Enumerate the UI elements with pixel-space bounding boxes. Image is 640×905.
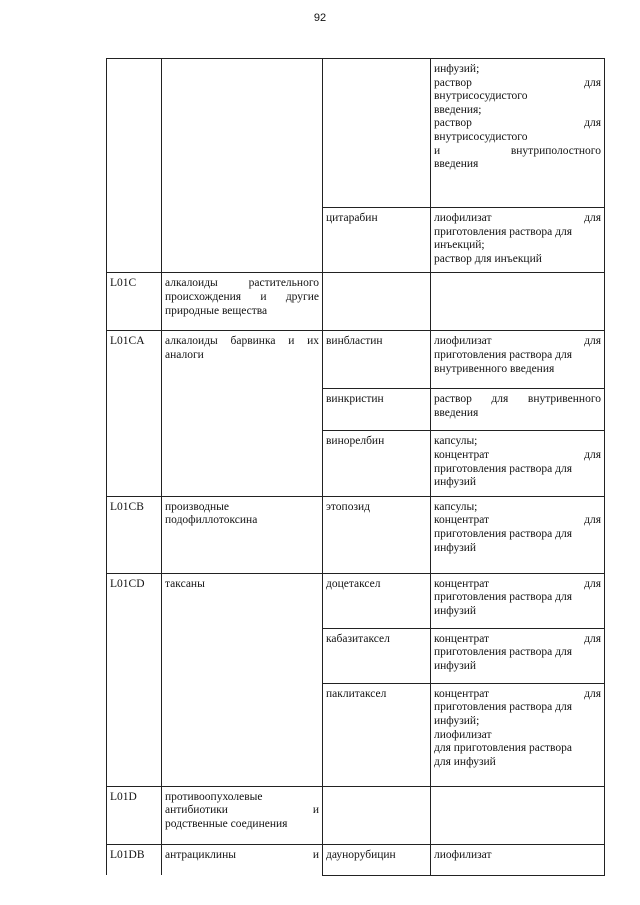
dosage-forms-cell <box>431 431 605 496</box>
group-name-line: природные вещества <box>165 304 268 317</box>
group-name-cell <box>162 573 323 628</box>
dosage-form-line: приготовления раствора для <box>434 646 572 659</box>
dosage-forms-cell <box>431 59 605 208</box>
dosage-forms-cell <box>431 389 605 431</box>
dosage-form-line: капсулы; <box>434 500 478 513</box>
atc-code-cell: L01D <box>107 786 162 844</box>
dosage-form-line: лиофилизат <box>434 728 492 741</box>
group-name-cell <box>162 628 323 683</box>
drug-name-cell: даунорубицин <box>323 844 431 875</box>
drug-name-cell: винбластин <box>323 331 431 389</box>
atc-code-cell <box>107 389 162 431</box>
group-name-cell <box>162 844 323 875</box>
group-name-line: антибиотики и <box>165 804 319 817</box>
dosage-form-line: концентрат для <box>434 514 601 527</box>
group-name-cell <box>162 59 323 208</box>
dosage-forms-cell <box>431 273 605 331</box>
dosage-form-line: капсулы; <box>434 435 478 448</box>
drug-name-cell: винорелбин <box>323 431 431 496</box>
dosage-form-line: концентрат для <box>434 687 601 700</box>
group-name-cell <box>162 273 323 331</box>
dosage-form-line: инфузий <box>434 659 477 672</box>
atc-code-cell: L01DB <box>107 844 162 875</box>
dosage-form-line: раствор для внутривенного <box>434 393 601 406</box>
dosage-forms-cell <box>431 683 605 786</box>
group-name-line: таксаны <box>165 577 205 590</box>
dosage-forms-cell <box>431 496 605 573</box>
dosage-form-line: внутрисосудистого <box>434 90 528 103</box>
drug-name-cell: паклитаксел <box>323 683 431 786</box>
drug-name-cell: доцетаксел <box>323 573 431 628</box>
table-row <box>107 844 605 875</box>
dosage-form-line: приготовления раствора для <box>434 591 572 604</box>
dosage-form-line: приготовления раствора для <box>434 348 572 361</box>
table-row <box>107 59 605 208</box>
drug-name-cell: кабазитаксел <box>323 628 431 683</box>
dosage-form-line: инфузий <box>434 604 477 617</box>
dosage-forms-cell <box>431 573 605 628</box>
atc-code-cell <box>107 59 162 208</box>
dosage-form-line: концентрат для <box>434 577 601 590</box>
drug-name-cell: винкристин <box>323 389 431 431</box>
dosage-form-line: внутривенного введения <box>434 362 555 375</box>
dosage-form-line: для инфузий <box>434 755 496 768</box>
group-name-line: алкалоиды растительного <box>165 277 319 290</box>
atc-code-cell <box>107 683 162 786</box>
dosage-form-line: введения <box>434 406 479 419</box>
dosage-form-line: раствор для инъекций <box>434 252 542 265</box>
dosage-forms-cell <box>431 331 605 389</box>
table-row <box>107 628 605 683</box>
table-row <box>107 331 605 389</box>
dosage-form-line: для приготовления раствора <box>434 742 572 755</box>
drug-name-cell: этопозид <box>323 496 431 573</box>
dosage-forms-cell <box>431 628 605 683</box>
atc-code-cell <box>107 628 162 683</box>
table-row <box>107 573 605 628</box>
dosage-forms-cell <box>431 844 605 875</box>
table-row <box>107 496 605 573</box>
dosage-form-line: внутрисосудистого <box>434 130 528 143</box>
drug-classification-table <box>106 58 605 876</box>
dosage-form-line: лиофилизат для <box>434 335 601 348</box>
group-name-line: подофиллотоксина <box>165 514 258 527</box>
group-name-cell <box>162 431 323 496</box>
dosage-forms-cell <box>431 208 605 273</box>
dosage-form-line: инъекций; <box>434 239 485 252</box>
table-row <box>107 786 605 844</box>
group-name-cell <box>162 208 323 273</box>
drug-name-cell: цитарабин <box>323 208 431 273</box>
group-name-line: алкалоиды барвинка и их <box>165 335 319 348</box>
page-number: 92 <box>313 12 327 24</box>
table-row <box>107 208 605 273</box>
atc-code-cell: L01CB <box>107 496 162 573</box>
group-name-cell <box>162 389 323 431</box>
dosage-form-line: раствор для <box>434 117 601 130</box>
dosage-form-line: введения <box>434 158 479 171</box>
dosage-form-line: введения; <box>434 103 482 116</box>
table-row <box>107 389 605 431</box>
table-row <box>107 683 605 786</box>
atc-code-cell <box>107 208 162 273</box>
dosage-form-line: инфузий; <box>434 714 480 727</box>
group-name-cell <box>162 683 323 786</box>
dosage-form-line: концентрат для <box>434 448 601 461</box>
dosage-form-line: инфузий <box>434 476 477 489</box>
dosage-form-line: приготовления раствора для <box>434 527 572 540</box>
dosage-form-line: инфузий <box>434 541 477 554</box>
dosage-form-line: лиофилизат <box>434 848 492 861</box>
atc-code-cell: L01CD <box>107 573 162 628</box>
dosage-form-line: концентрат для <box>434 632 601 645</box>
drug-name-cell <box>323 59 431 208</box>
drug-name-cell <box>323 273 431 331</box>
drug-name-cell <box>323 786 431 844</box>
dosage-form-line: приготовления раствора для <box>434 701 572 714</box>
dosage-form-line: и внутриполостного <box>434 144 601 157</box>
dosage-form-line: раствор для <box>434 76 601 89</box>
group-name-cell <box>162 786 323 844</box>
dosage-form-line: инфузий; <box>434 63 480 75</box>
group-name-line: аналоги <box>165 348 204 361</box>
group-name-line: происхождения и другие <box>165 290 319 303</box>
dosage-form-line: приготовления раствора для <box>434 225 572 238</box>
group-name-line: родственные соединения <box>165 817 288 830</box>
table-row <box>107 273 605 331</box>
atc-code-cell: L01C <box>107 273 162 331</box>
group-name-cell <box>162 331 323 389</box>
atc-code-cell: L01CA <box>107 331 162 389</box>
dosage-form-line: приготовления раствора для <box>434 462 572 475</box>
group-name-line: антрациклины и <box>165 848 319 861</box>
table-row <box>107 431 605 496</box>
dosage-forms-cell <box>431 786 605 844</box>
group-name-cell <box>162 496 323 573</box>
dosage-form-line: лиофилизат для <box>434 212 601 224</box>
group-name-line: противоопухолевые <box>165 790 263 803</box>
atc-code-cell <box>107 431 162 496</box>
group-name-line: производные <box>165 500 229 513</box>
